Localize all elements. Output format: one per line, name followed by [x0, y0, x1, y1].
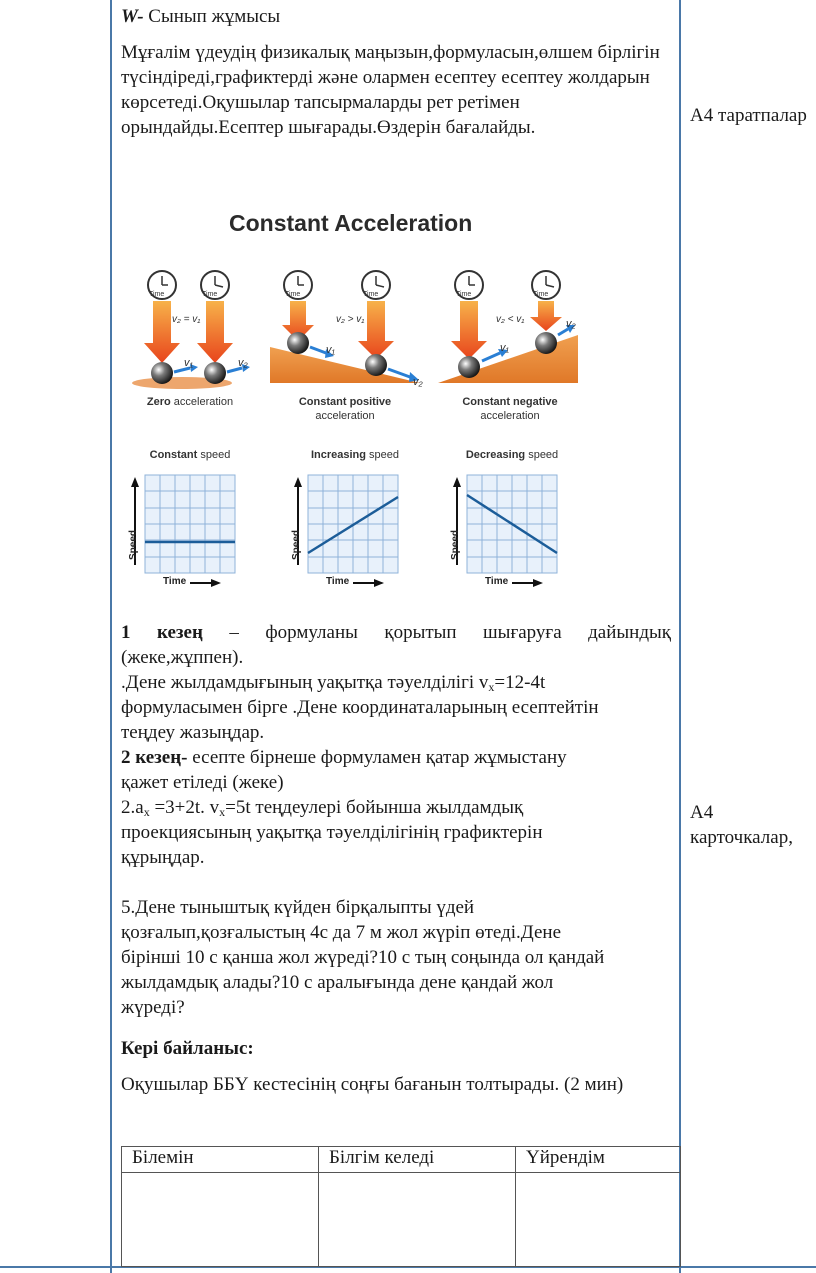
kwl-header-want: Білгім келеді	[319, 1147, 516, 1173]
graph-decreasing-speed	[453, 475, 557, 587]
graph-title-constant: Constant speed	[149, 449, 231, 461]
kwl-table	[121, 1146, 681, 1267]
stage2-line5: құрыңдар.	[121, 847, 205, 868]
graph-title-decreasing: Decreasing speed	[465, 449, 559, 461]
clock-label: Time	[285, 291, 301, 298]
stage2-line4: проекциясының уақытқа тәуелділігінің графиктерін	[121, 822, 543, 843]
v2-label: v₂	[413, 376, 423, 388]
stage1-task: .Дене жылдамдығының уақытқа тәуелділігі $v_x=12-4t$	[121, 672, 546, 694]
stage1-line2: (жеке,жұппен).	[121, 647, 244, 668]
resource-a4: А4	[690, 802, 714, 823]
y-axis-label: Speed	[450, 529, 461, 560]
velocity-relation: v₂ = v₁	[172, 314, 201, 325]
table-border-left	[110, 0, 112, 1273]
feedback-heading: Кері байланыс:	[121, 1038, 254, 1059]
v1-label: v₁	[500, 342, 509, 354]
stage2-line2: қажет етіледі (жеке)	[121, 772, 284, 793]
v2-label: v₂	[238, 357, 248, 369]
stage1-task-line3: теңдеу жазыңдар.	[121, 722, 265, 743]
stage2-heading: 2 кезең- есепте бірнеше формуламен қатар жұмыстану	[121, 747, 567, 768]
feedback-text: Оқушылар ББҮ кестесінің соңғы бағанын толтырады. (2 мин)	[121, 1074, 624, 1095]
table-row	[122, 1173, 681, 1267]
clock-label: Time	[202, 291, 218, 298]
problem5-line2: қозғалып,қозғалыстың 4с да 7 м жол жүріп өтеді.Дене	[121, 922, 562, 943]
section-title: W- Сынып жұмысы	[121, 6, 281, 27]
intro-paragraph: Мұғалім үдеудің физикалық маңызын,формуласын,өлшем бірлігін түсіндіреді,графиктерді және олармен есептеу есептеу жолдарын көрсетеді.Оқушылар тапсырмаларды рет ретімен орындайды.Есептер шығарады.Өздерін бағалайды.	[121, 42, 660, 138]
graph-title-increasing: Increasing speed	[310, 449, 400, 461]
y-axis-label: Speed	[128, 529, 139, 560]
stage1-heading: 1 кезең – формуланы қорытып шығаруға дайындық	[121, 622, 671, 643]
graph-increasing-speed	[294, 475, 398, 587]
x-axis-label: Time	[326, 576, 350, 587]
v2-label: v₂	[566, 318, 576, 330]
table-border-middle	[679, 0, 681, 1273]
v1-label: v₁	[184, 357, 193, 369]
x-axis-label: Time	[485, 576, 509, 587]
clock-label: Time	[456, 291, 472, 298]
panel-caption-positive: Constant positive acceleration	[298, 396, 392, 422]
clock-label: Time	[363, 291, 379, 298]
problem5-line1: 5.Дене тыныштық күйден бірқалыпты үдей	[121, 897, 475, 918]
stage2-task: $2.a_x =3+2t$. $v_x=5t$ теңдеулері бойынша жылдамдық	[121, 797, 524, 819]
x-axis-label: Time	[163, 576, 187, 587]
velocity-relation: v₂ > v₁	[336, 314, 365, 325]
resource-a4-handouts: А4 таратпалар	[690, 105, 807, 126]
table-row	[122, 1147, 681, 1173]
problem5-line5: жүреді?	[121, 997, 185, 1018]
clock-label: Time	[149, 291, 165, 298]
v1-label: v₁	[326, 344, 335, 356]
kwl-header-know: Білемін	[122, 1147, 319, 1173]
kwl-cell-want[interactable]	[319, 1173, 516, 1267]
clock-label: Time	[533, 291, 549, 298]
problem5-line3: бірінші 10 с қанша жол жүреді?10 с тың соңында ол қандай	[121, 947, 605, 968]
kwl-cell-learned[interactable]	[516, 1173, 681, 1267]
figure-title: Constant Acceleration	[229, 210, 473, 236]
velocity-relation: v₂ < v₁	[496, 314, 525, 325]
y-axis-label: Speed	[291, 529, 302, 560]
graph-constant-speed	[131, 475, 235, 587]
kwl-cell-know[interactable]	[122, 1173, 319, 1267]
problem5-line4: жылдамдық алады?10 с аралығында дене қандай жол	[121, 972, 554, 993]
panel-caption-negative: Constant negative acceleration	[462, 396, 558, 422]
kwl-header-learned: Үйрендім	[516, 1147, 681, 1173]
constant-acceleration-illustration	[120, 255, 600, 600]
resource-cards: карточкалар,	[690, 827, 793, 848]
panel-caption-zero: Zero acceleration	[146, 396, 234, 408]
stage1-task-line2: формуласымен бірге .Дене координаталарының есептейтін	[121, 697, 599, 718]
